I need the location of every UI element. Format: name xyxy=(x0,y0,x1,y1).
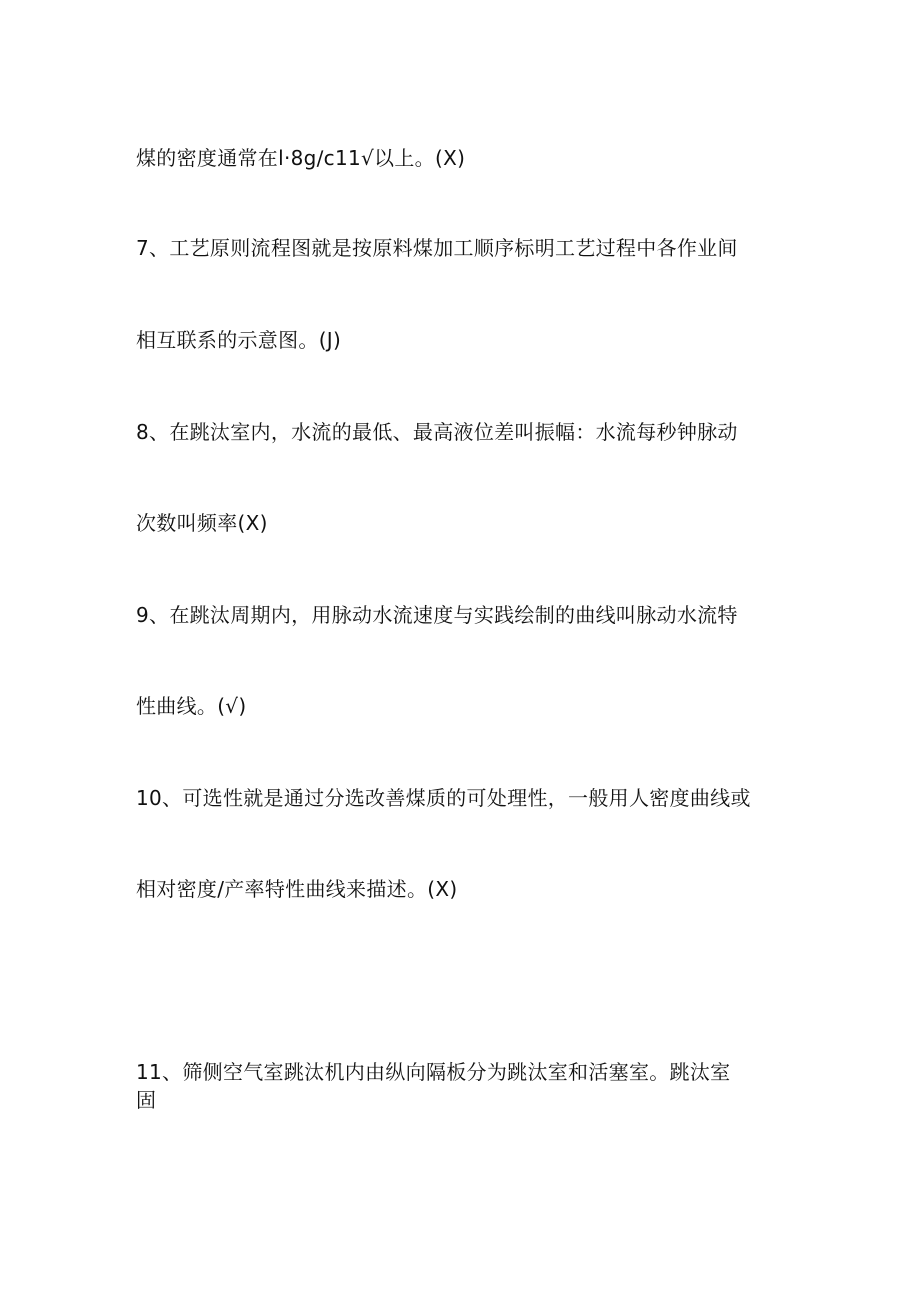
question-10-line-1: 10、可选性就是通过分选改善煤质的可处理性，一般用人密度曲线或 xyxy=(136,786,751,810)
question-11-line-1: 11、筛侧空气室跳汰机内由纵向隔板分为跳汰室和活塞室。跳汰室 xyxy=(136,1060,731,1084)
question-7-line-1: 7、工艺原则流程图就是按原料煤加工顺序标明工艺过程中各作业间 xyxy=(136,236,738,260)
text-line-1: 煤的密度通常在l·8g∕c11√以上。(X) xyxy=(136,146,466,170)
question-8-line-2: 次数叫频率(X) xyxy=(136,511,268,535)
question-9-line-1: 9、在跳汰周期内，用脉动水流速度与实践绘制的曲线叫脉动水流特 xyxy=(136,603,738,627)
question-10-line-2: 相对密度/产率特性曲线来描述。(X) xyxy=(136,877,458,901)
question-8-line-1: 8、在跳汰室内，水流的最低、最高液位差叫振幅：水流每秒钟脉动 xyxy=(136,420,738,444)
question-9-line-2: 性曲线。(√) xyxy=(136,694,247,718)
question-11-line-2: 固 xyxy=(136,1088,157,1112)
question-7-line-2: 相互联系的示意图。(J) xyxy=(136,328,342,352)
